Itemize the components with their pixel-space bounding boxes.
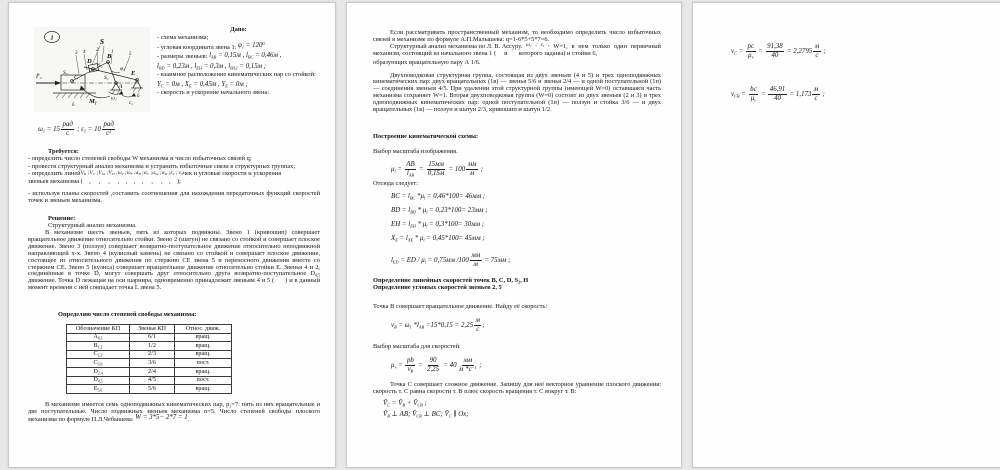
assur-symbols: $\omega_1$ ; $\varepsilon_1$ , (526, 42, 550, 49)
table-cell: $A_{6,1}$ (67, 333, 130, 342)
figure-label-1: 1 (111, 50, 114, 55)
required-item-3-symbols: $V_B$ $;V_C$ $;V_{S2}$ $;V_D$ $;\omega_2$ $;\omega_3$ $;a_B$ $;a_C$ $;a_{S2}$ $;a_D$ $;\varepsilon_2$ ; $\varepsilon_3$ (80, 169, 183, 176)
point-b-paragraph: Точка В совершает вращательное движение. Найду её скорость: (373, 303, 548, 311)
figure-label-m1: M₁ (89, 98, 98, 105)
figure-label-s2: S₂ (98, 63, 103, 69)
given-section (157, 27, 320, 112)
velocity-scale-formula: $\mu_v$ = $\frac{pb}{v_B}$ = $\frac{90}{2,25}$ = 40 мм м $*с^{-1}$ ; (391, 356, 482, 374)
scale-formula: $\mu_l$ = AB $l_{AB}$ = 15мм 0,15м = 100 мм м ; (391, 160, 484, 178)
given-block (28, 27, 320, 112)
bc-formula: BC = $l_{BC}$ $*\mu_l = 0,46*100= 46мм$ ; (391, 192, 486, 201)
sizes-formula-1: $l_{AB} = 0,15м$ , $l_{BC} = 0,46м$ , (209, 51, 282, 60)
figure-label-c: C (74, 74, 79, 81)
required-item-4: - используя планы скоростей ,составить соотношения для нахождения передаточных функций скоростей точек и звеньев механизма. (28, 190, 320, 205)
table-cell: $E_{5,6}$ (67, 385, 130, 394)
given-item-sizes (157, 53, 320, 61)
document-page-2[interactable] (346, 2, 682, 468)
structural-groups-paragraph: Двухповодковая структурная группа, состоящая из двух звеньев (4 и 5) и трех одноподвижных кинематических пар: двух вращательных (1в) — звенья 5/6 и звенья 2/4 — и одной поступательной (1п) — соединения звеньев 4/5. При удалении этой структурной группы (имеющей W=0) оставшаяся часть механизма сохраняет W=1. Вторая двухповодковая группа (W=0) состоит из двух звеньев (2 и 3) и трех одноподвижных кинематических пар: одной поступательной (1п) — ползун и стойка 3/6 — и двух вращательных (1в) — ползун и шатун 2/3, кривошип и шатун 1/2. (373, 71, 661, 114)
table-cell: 5/6 (130, 385, 175, 394)
given-item-speed: - скорость и ускорение начального звена: (157, 89, 270, 97)
table-cell: пост. (175, 376, 232, 385)
mechanism-figure-svg (34, 27, 150, 112)
figure-label-s1: S₁ (104, 75, 109, 81)
scale-choice-label: Выбор масштаба изображения. (373, 147, 458, 155)
solution-subtitle: Структурный анализ механизма. (48, 222, 137, 230)
required-item-1: - определить число степеней свободы W механизма и число избыточных связей q; (28, 155, 252, 163)
figure-label-s: S (99, 37, 105, 46)
figure-label-a: A (118, 83, 123, 90)
figure-label-s3: S₃ (63, 70, 68, 76)
dof-paragraph: В механизме имеется семь одноподвижных кинематических пар, $p_1=7$: пять из них вращательные и две поступательные. Число подвижных звеньев механизма n=5. Число степеней свободы плоского механизма по формуле П.Л.Чебышева: W = 3*5− 2*7 = 1. (28, 400, 320, 423)
table-row (67, 350, 232, 359)
table-header-motion: Относ. движ. (175, 325, 232, 334)
given-item-coordinate-text: - угловая координата звена 1: (157, 43, 237, 51)
figure-label-number: 1 (50, 34, 54, 42)
table-cell: $B_{1,2}$ (67, 342, 130, 351)
required-item-3-post: чек и угловые скорости и ускорения (182, 170, 282, 178)
xe-formula: $X_E = l_{XE} * \mu_l = 0,45*100= 45мм$ ; (391, 234, 485, 243)
table-header-row (67, 325, 232, 334)
table-row (67, 376, 232, 385)
table-cell: вращ. (175, 342, 232, 351)
dof-paragraph-text: В механизме имеется семь одноподвижных кинематических пар, $p_1=7$: пять из них вращательные и две поступательные. Число подвижных звеньев механизма n=5. Число степеней свободы плоского механизма по формуле П.Л.Чебышева: (28, 400, 320, 423)
hence-label: Отсюда следует: (373, 179, 419, 187)
table-row (67, 333, 232, 342)
table-cell: 2/4 (130, 368, 175, 377)
malyshev-paragraph: Если рассматривать пространственный механизм, то необходимо определить число избыточных связей в механизме по формуле А.П.Малышева: q=1-6*5+5*7=6. (373, 29, 661, 43)
figure-label-e: E (131, 70, 136, 77)
kinematic-scheme-heading: Построение кинематической схемы: (373, 132, 479, 140)
given-item-sizes-text: - размеры звеньев: (157, 53, 208, 61)
figure-label-3: 3 (75, 51, 78, 56)
table-cell: 4/5 (130, 376, 175, 385)
required-item-3-line2: звеньев механизма ( , , , , , , , , , , ); (28, 177, 181, 185)
vector-directions-formula: $V̄_B$ ⊥ AB; $V̄_{CB}$ ⊥ BC; $V̄_C$ ∥ Oх; (383, 410, 469, 419)
assur-paragraph (373, 44, 661, 58)
required-item-3 (28, 171, 320, 178)
vb-formula: $v_B = \omega_1$ $*l_{AB} =15*0,15 = 2,25$ м с ; (391, 317, 485, 334)
dof-table (66, 324, 232, 394)
table-cell: вращ. (175, 350, 232, 359)
table-cell: $D_{4,5}$ (67, 376, 130, 385)
table-row (67, 385, 232, 394)
figure-label-ground-6-right: 6 (137, 94, 140, 99)
ed-formula: $l_{ED}$ = ED / $\mu_l = 0,75мм$ /100 мм м = 75мм ; (391, 251, 511, 268)
required-item-3-pre: - определить линей (28, 170, 81, 178)
angular-velocities-heading: Определение угловых скоростей звеньев 2, 5 (373, 284, 502, 292)
point-c-paragraph: Точка С совершает сложное движение. Запишу для неё векторное уравнение плоского движения: скорость т. С равна скорости т. В плюс скорость вращения т. С вокруг т. В: (373, 380, 661, 395)
required-title: Требуется: (48, 147, 79, 155)
figure-label-omega1: ω₁ (111, 95, 117, 102)
assur-paragraph-pre: Структурный анализ механизма по Л. В. Ассуру. (390, 42, 523, 50)
omega-epsilon-formula: $\omega_1 = 15$ рад с ; $\varepsilon_1 = 10$ рад $с^2$ (38, 121, 114, 137)
mechanism-figure (34, 27, 150, 112)
solution-title: Решение: (48, 215, 76, 223)
assur-paragraph-end: образующих вращательную пару А 1/6. (373, 58, 481, 66)
given-title: Дано: (230, 26, 247, 33)
table-row (67, 359, 232, 368)
chebyshev-formula: W = 3*5− 2*7 = 1 (135, 414, 188, 422)
figure-label-ground-6-left: 6 (72, 103, 75, 108)
table-header-designation: Обозначение КП (67, 325, 130, 334)
table-header-links: Звенья КП (130, 325, 175, 334)
figure-label-d: D (87, 58, 92, 65)
figure-label-epsilon1: ε₁ (129, 100, 134, 106)
table-cell: вращ. (175, 368, 232, 377)
given-item-pairs: - взаимное расположение кинематических пар со стойкой: (157, 71, 316, 79)
given-item-coordinate (157, 41, 320, 52)
figure-label-4: 4 (83, 50, 86, 55)
required-item-2: - провести структурный анализ механизма и устранить избыточные связи в структурных группах; (28, 162, 296, 170)
phi1-formula: $\varphi_1 = 120^0$ (238, 41, 265, 50)
pairs-formula: $Y_C = 0м$ , $X_E = 0,45м$ , $Y_E = 0м$ ; (157, 80, 248, 89)
figure-label-2: 2 (96, 48, 99, 53)
vcb-formula: $v_{CB}$ = $\frac{bc}{\mu_v}$ = $\frac{46,91}{40}$ = 1,173 м с ; (731, 85, 825, 103)
table-cell: 2/3 (130, 350, 175, 359)
table-cell: 1/2 (130, 342, 175, 351)
linear-velocities-heading: Определение линейных скоростей точек В, С, D, $S_2$, Н (373, 277, 529, 285)
sizes-formula-2: $l_{BD} = 0,23м$ , $l_{EH} = 0,3м$ , $l_{HS2} = 0,15м$ ; (157, 62, 267, 71)
given-item-schema: - схема механизма; (157, 34, 209, 42)
table-cell: $C_{3,6}$ (67, 359, 130, 368)
dof-heading: Определяю число степеней свободы механизма: (58, 311, 197, 319)
document-page-3[interactable] (692, 2, 1000, 468)
table-cell: вращ. (175, 333, 232, 342)
vc-formula: $v_C$ = $\frac{pc}{\mu_v}$ = $\frac{91,38}{40}$ = 2,2795 м с ; (731, 43, 826, 60)
figure-label-f3: F̄₃ (36, 74, 42, 80)
table-row (67, 342, 232, 351)
vector-equation-formula: $V̄_C$ = $V̄_B$ + $V̄_{CB}$ ; (383, 399, 427, 408)
table-cell: вращ. (175, 385, 232, 394)
document-page-1[interactable] (8, 2, 336, 468)
table-cell: 6/1 (130, 333, 175, 342)
figure-label-phi1: φ₁ (120, 66, 125, 72)
figure-label-b: B (107, 53, 112, 60)
table-row (67, 368, 232, 377)
eh-formula: EH = $l_{EH} * \mu_l = 0,3*100= 30мм$ ; (391, 220, 485, 229)
structural-analysis-paragraph: В механизме шесть звеньев, пять из которых подвижны. Звено 1 (кривошип) совершает вращательное движение относительно стойки. Звено 2 (шатун) не связано со стойкой и совершает плоское движение. Звено 3 (ползун) совершает возвратно-поступательное движение относительно неподвижной направляющей x-x. Звено 4 (кулисный камень) не связано со стойкой и совершает плоское движение, состоящее из относительного движения по стержню СЕ звена 5 и переносного движения вместе со стержнем СЕ. Звено 5 (кулиса) совершает вращательное движение относительно стойки Е. Звенья 4 и 2, соединённые в точке D, могут совершать друг относительно друга возвратно-поступательное $D_{4,5}$ движение. Точка D лежащая на оси шарнира, одновременно принадлежит звеньям 4 и 5 ( ) и в данный момент времени с ней совпадает точка L звена 5. (28, 229, 320, 292)
figure-label-5: 5 (129, 52, 132, 57)
table-cell: пост. (175, 359, 232, 368)
figure-labels (35, 35, 140, 109)
bd-formula: BD = $l_{BD} * \mu_l = 0,23*100= 23мм$ ; (391, 206, 488, 215)
assur-paragraph-post: W=1, в нем только один первичный механизм, состоящий из начального звена 1 ( и которого заданы) и стойки 6, (373, 42, 661, 57)
velocity-scale-label: Выбор масштаба для скоростей: (373, 343, 461, 351)
table-cell: $C_{2,3}$ (67, 350, 130, 359)
table-cell: 3/6 (130, 359, 175, 368)
table-cell: $D_{2,4}$ (67, 368, 130, 377)
